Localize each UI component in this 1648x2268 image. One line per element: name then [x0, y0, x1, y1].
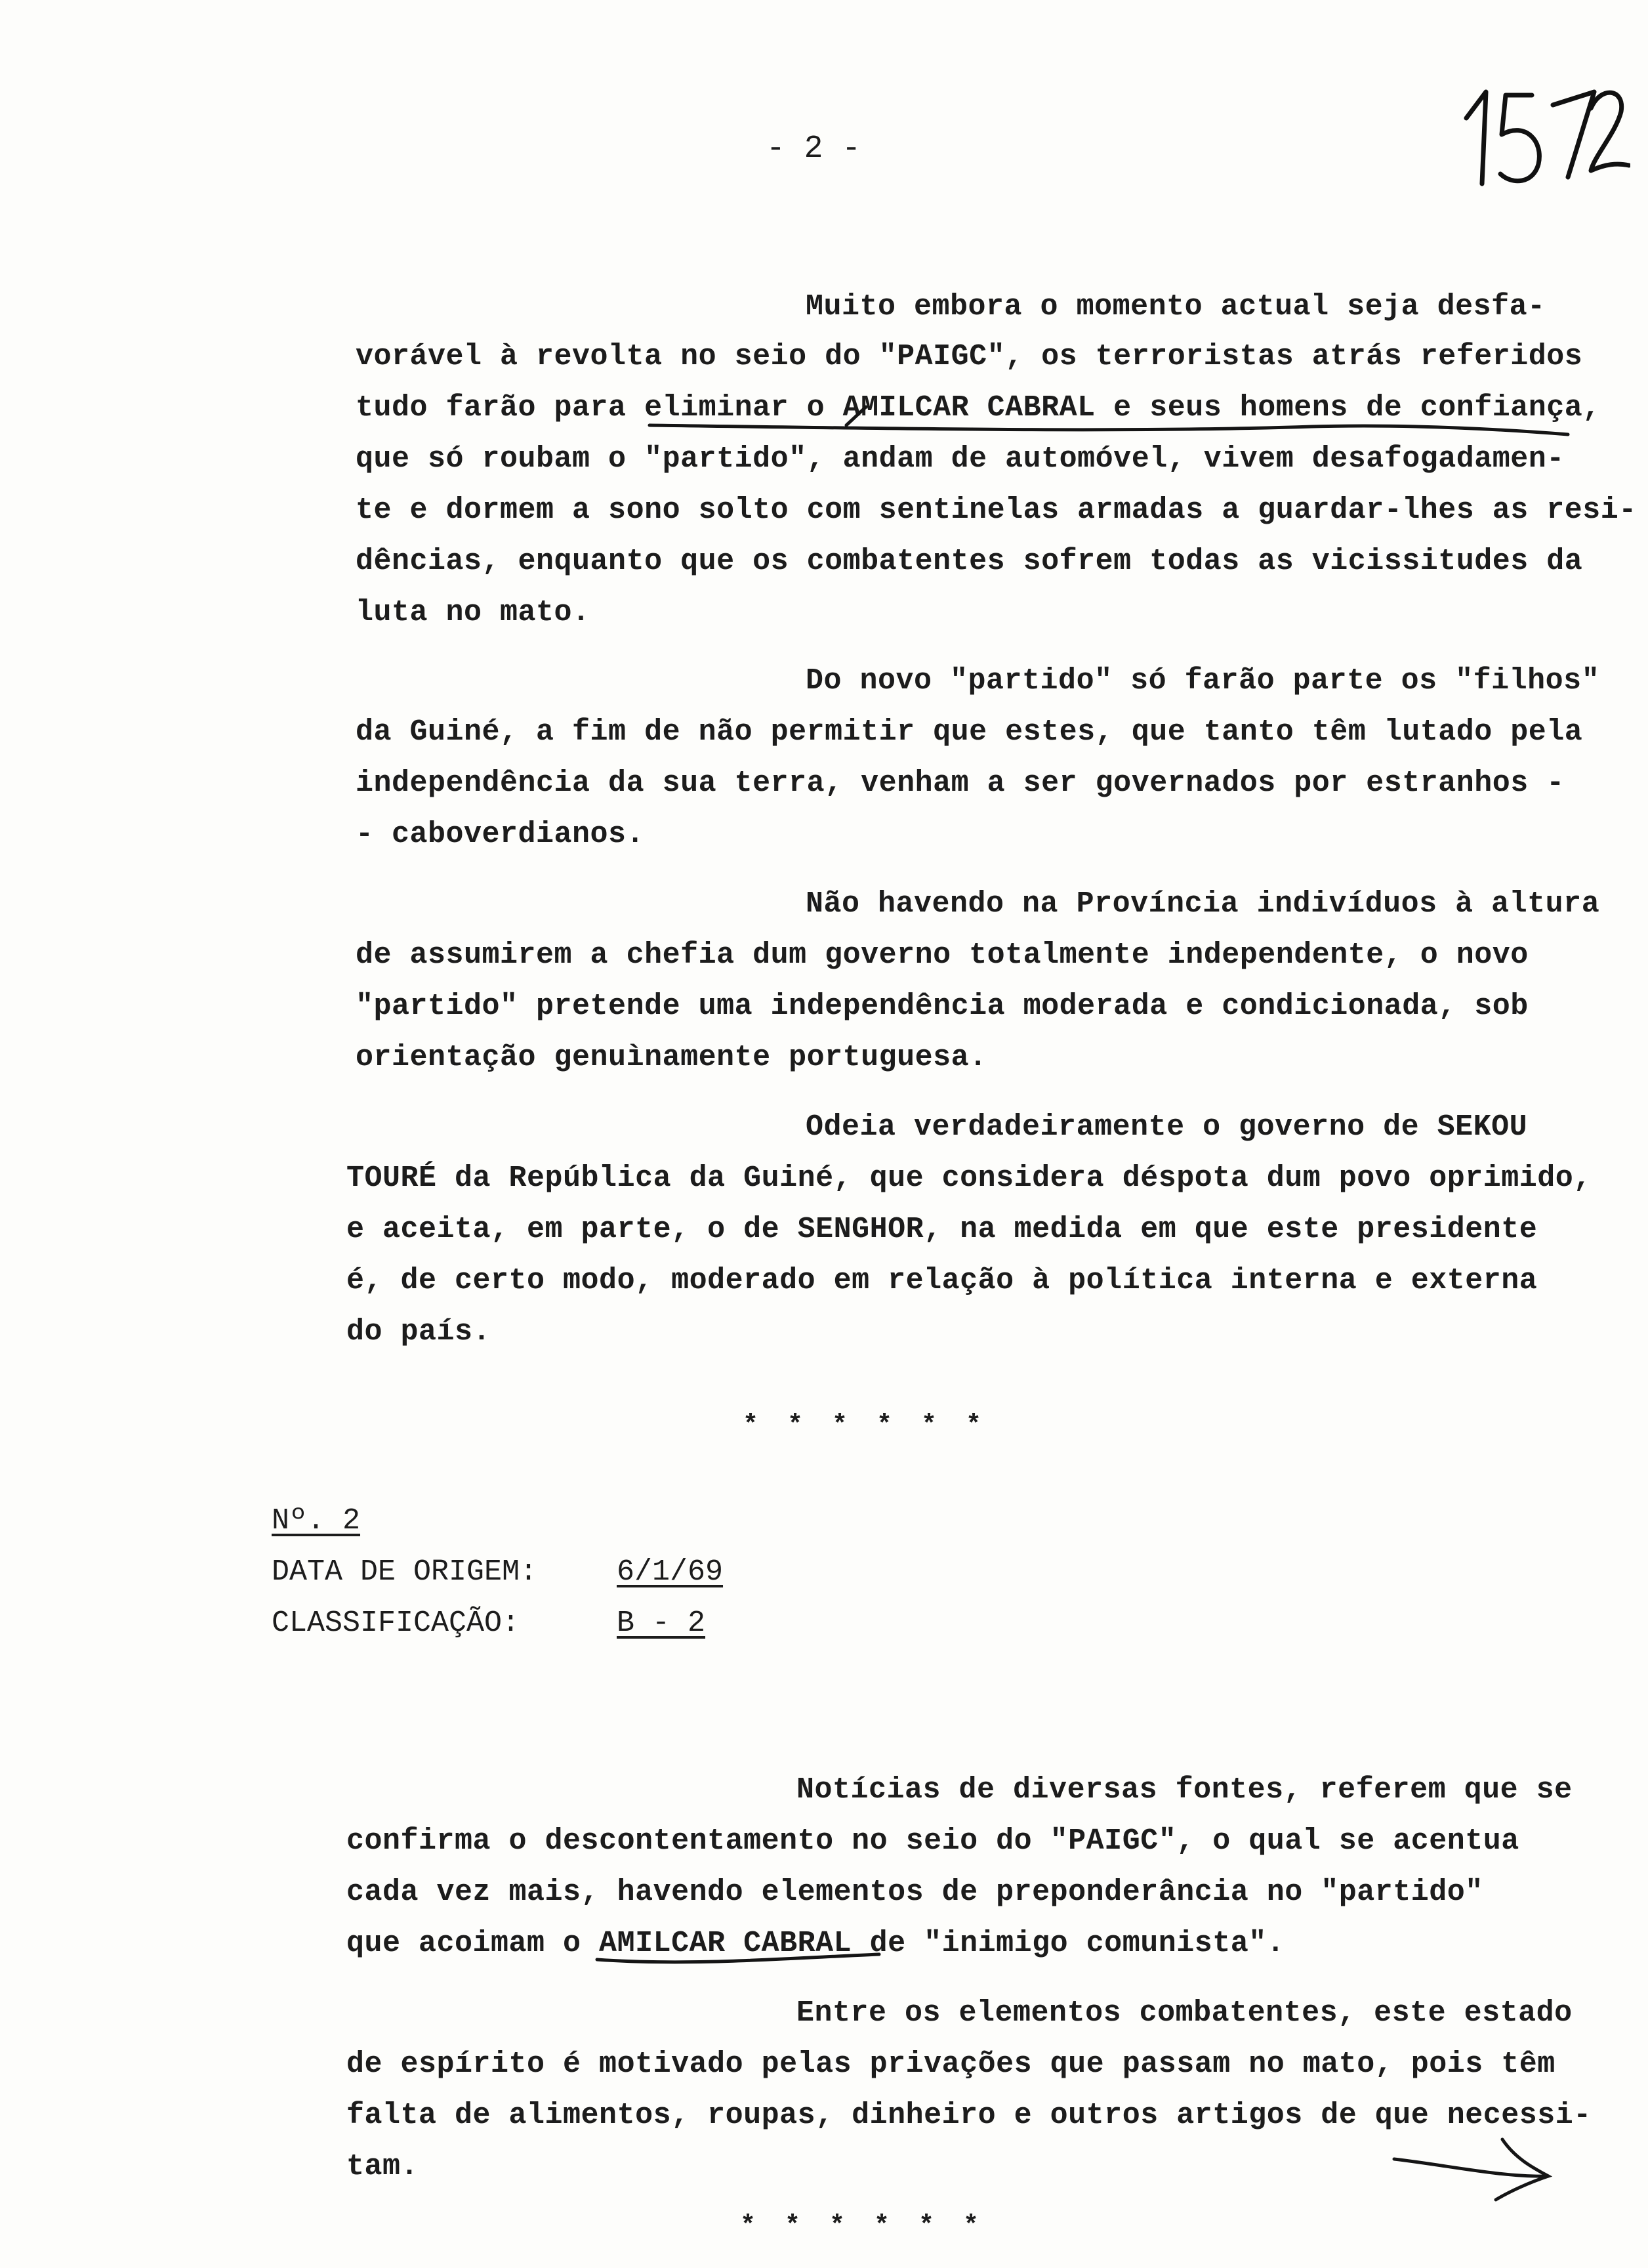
- text-line: orientação genuìnamente portuguesa.: [356, 1041, 987, 1074]
- text-line: Entre os elementos combatentes, este estado: [796, 1996, 1573, 2030]
- text-line: de assumirem a chefia dum governo totalmente independente, o novo: [356, 938, 1529, 972]
- text-line: Notícias de diversas fontes, referem que se: [796, 1773, 1573, 1807]
- text-line: falta de alimentos, roupas, dinheiro e outros artigos de que necessi-: [346, 2099, 1592, 2132]
- text-line: dências, enquanto que os combatentes sofrem todas as vicissitudes da: [356, 545, 1583, 578]
- text-line: Não havendo na Província indivíduos à altura: [806, 887, 1600, 921]
- text-line: é, de certo modo, moderado em relação à política interna e externa: [346, 1264, 1538, 1297]
- page-number: - 2 -: [766, 131, 861, 167]
- signature-arrow: [1394, 2159, 1548, 2176]
- text-line: TOURÉ da República da Guiné, que considera déspota dum povo oprimido,: [346, 1162, 1592, 1195]
- date-value: 6/1/69: [617, 1555, 724, 1589]
- text-line: cada vez mais, havendo elementos de preponderância no "partido": [346, 1876, 1483, 1909]
- date-label: DATA DE ORIGEM:: [272, 1555, 538, 1589]
- text-line: vorável à revolta no seio do "PAIGC", os terroristas atrás referidos: [356, 340, 1583, 373]
- text-line: - caboverdianos.: [356, 818, 645, 851]
- text-line: "partido" pretende uma independência moderada e condicionada, sob: [356, 990, 1529, 1023]
- text-line: do país.: [346, 1315, 491, 1349]
- text-line: Muito embora o momento actual seja desfa-: [806, 290, 1546, 324]
- handwritten-underline: [649, 425, 1568, 434]
- text-line: te e dormem a sono solto com sentinelas armadas a guardar-lhes as resi-: [356, 494, 1637, 527]
- signature-arrow: [1496, 2139, 1548, 2200]
- classification-label: CLASSIFICAÇÃO:: [272, 1606, 520, 1640]
- text-line: Odeia verdadeiramente o governo de SEKOU: [806, 1110, 1528, 1144]
- section-separator: * * * * * *: [743, 1411, 989, 1440]
- section-separator: * * * * * *: [740, 2212, 986, 2241]
- text-line: de espírito é motivado pelas privações que passam no mato, pois têm: [346, 2048, 1555, 2081]
- text-line: que só roubam o "partido", andam de automóvel, vivem desafogadamen-: [356, 442, 1565, 476]
- text-line: confirma o descontentamento no seio do "PAIGC", o qual se acentua: [346, 1824, 1519, 1858]
- text-line: da Guiné, a fim de não permitir que estes, que tanto têm lutado pela: [356, 715, 1583, 749]
- text-line: Do novo "partido" só farão parte os "filhos": [806, 664, 1600, 698]
- text-line: independência da sua terra, venham a ser governados por estranhos -: [356, 766, 1565, 800]
- text-line: luta no mato.: [356, 596, 590, 629]
- handwritten-page-number: [1460, 79, 1630, 190]
- record-number: Nº. 2: [272, 1504, 361, 1538]
- text-line: e aceita, em parte, o de SENGHOR, na medida em que este presidente: [346, 1213, 1538, 1246]
- classification-value: B - 2: [617, 1606, 706, 1640]
- text-line: tam.: [346, 2150, 419, 2183]
- text-line: que acoimam o AMILCAR CABRAL de "inimigo comunista".: [346, 1927, 1285, 1960]
- text-line: tudo farão para eliminar o AMILCAR CABRAL e seus homens de confiança,: [356, 391, 1601, 425]
